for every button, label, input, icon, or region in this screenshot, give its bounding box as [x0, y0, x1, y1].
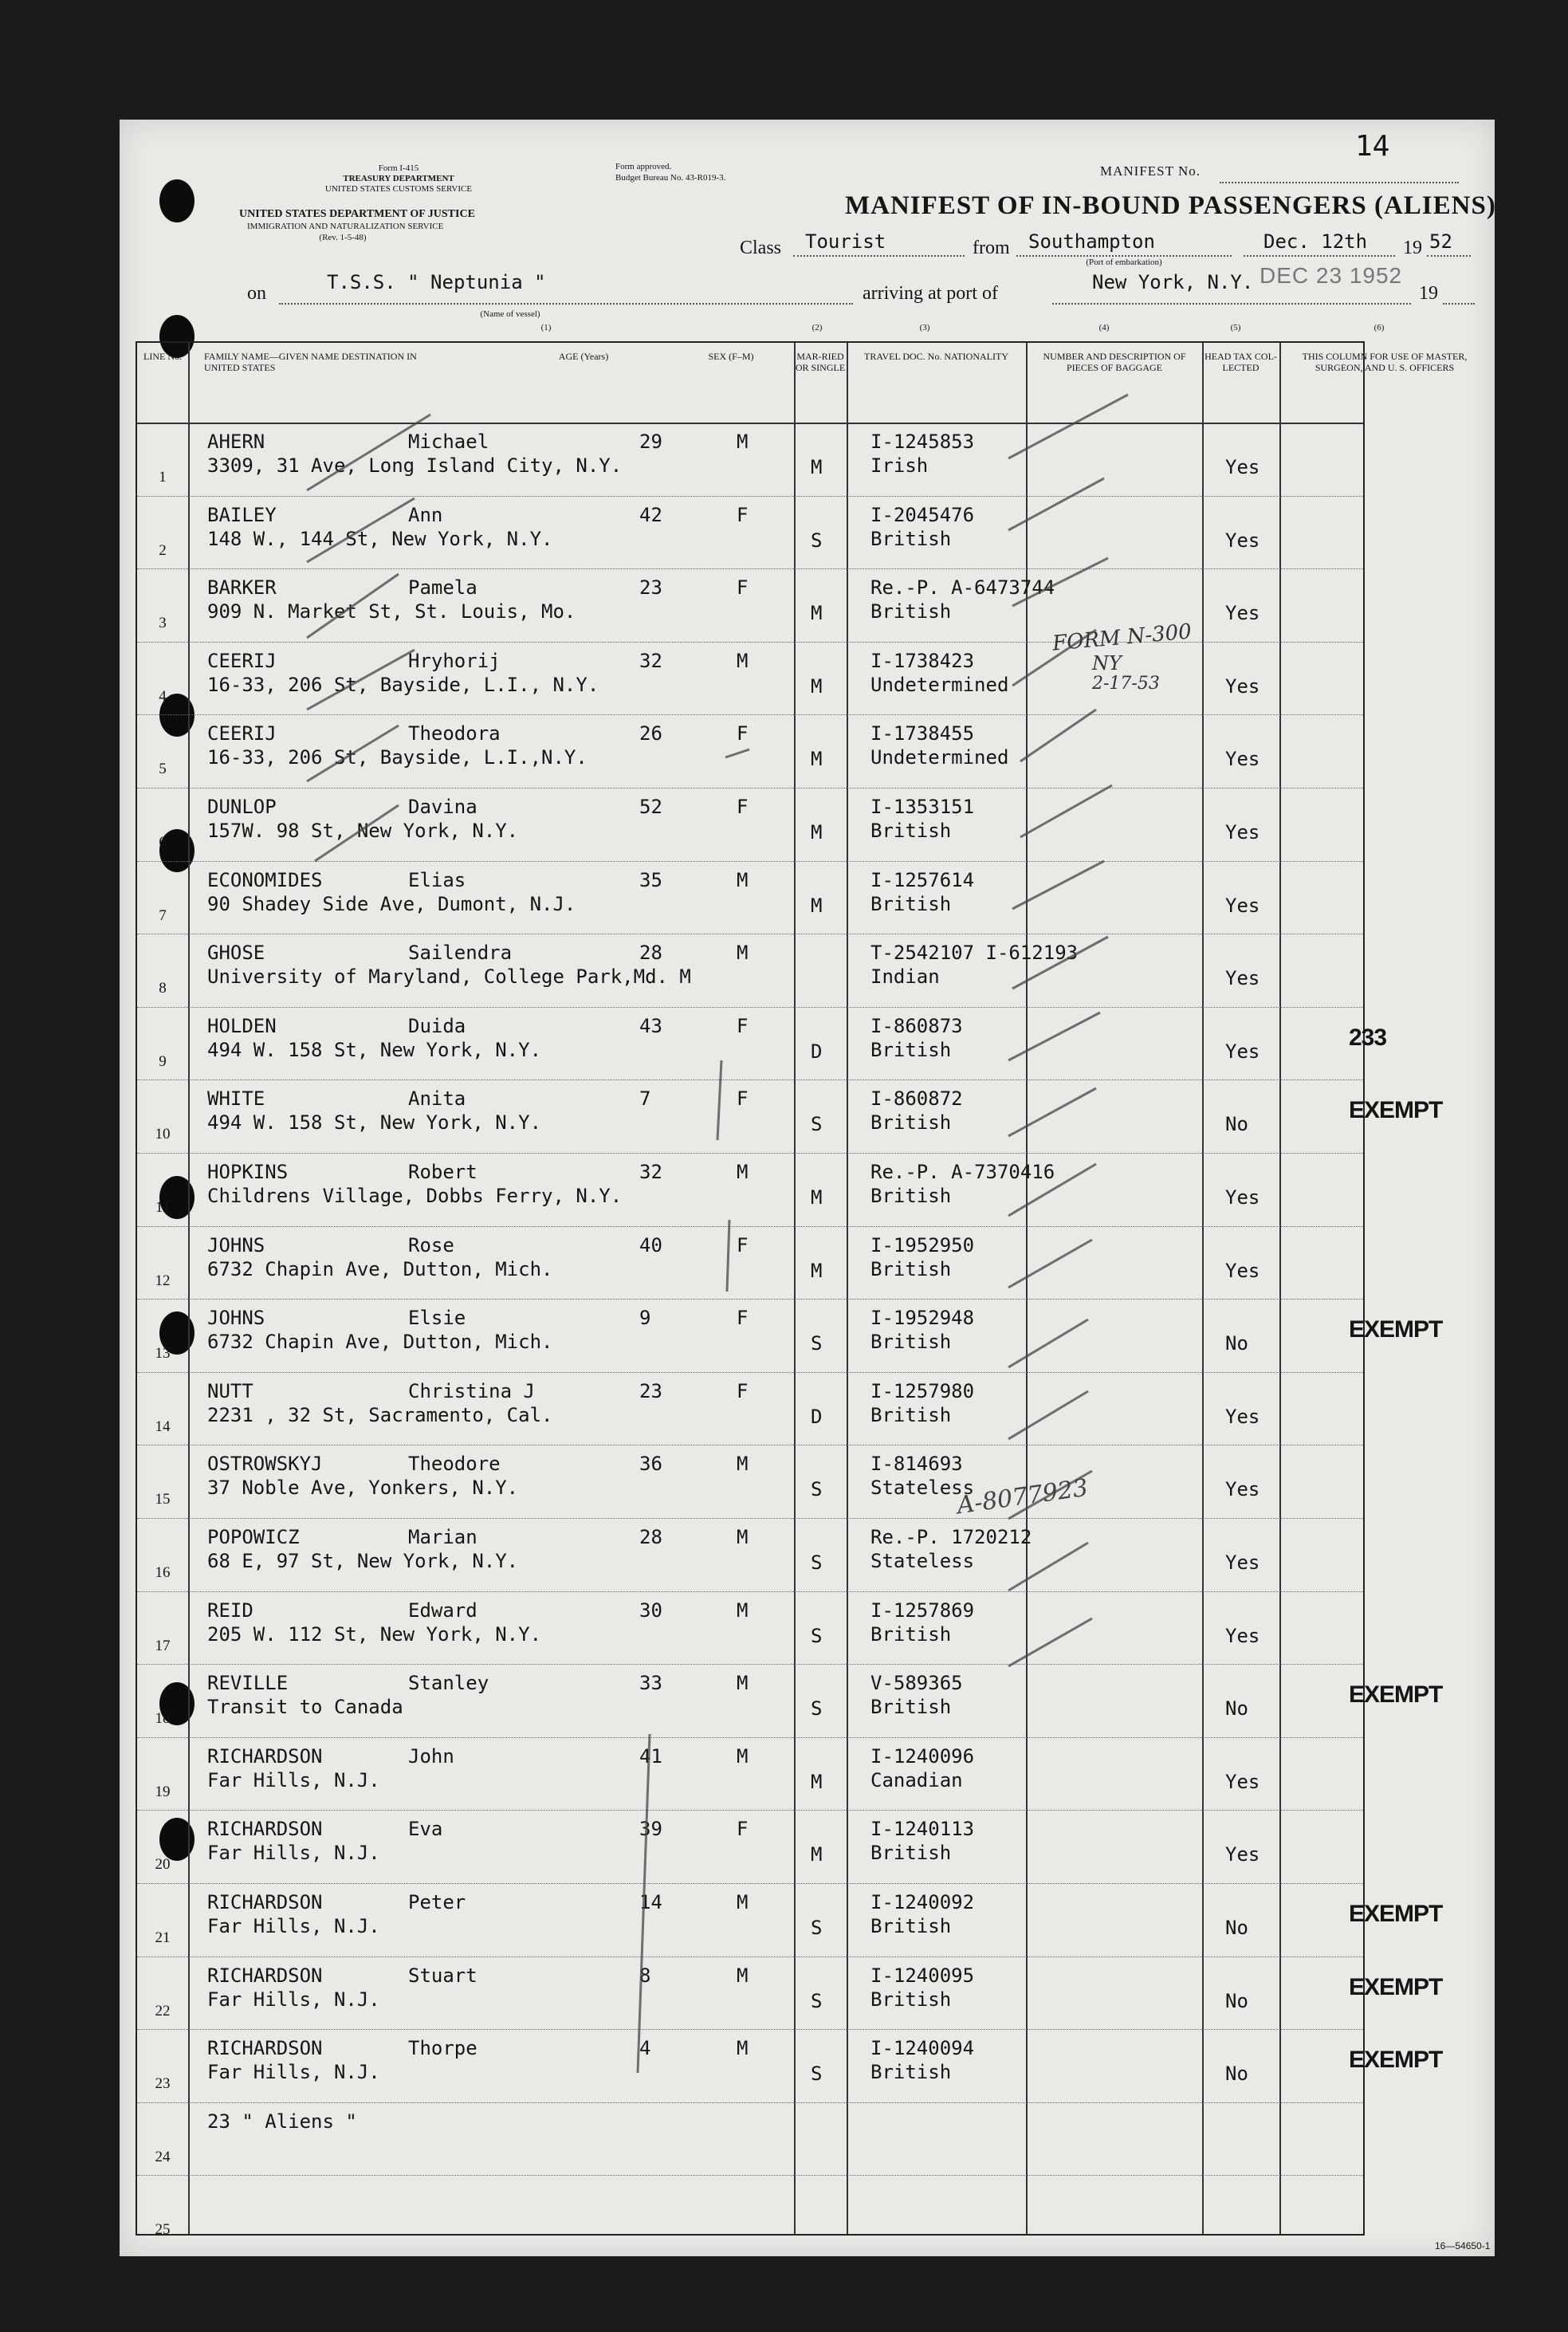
passenger-family-name: RICHARDSON [207, 2037, 323, 2060]
travel-doc-number: I-860873 [870, 1014, 963, 1037]
line-number: 8 [159, 980, 167, 997]
passenger-sex: M [737, 1891, 749, 1913]
col-header-travel-doc: TRAVEL DOC. No. NATIONALITY [864, 351, 1008, 362]
passenger-marital-status: M [811, 821, 823, 844]
passenger-sex: F [737, 503, 749, 526]
passenger-marital-status: S [811, 1478, 823, 1501]
passenger-given-name: Ann [408, 503, 443, 526]
passenger-sex: F [737, 1379, 749, 1402]
travel-doc-number: V-589365 [870, 1672, 963, 1695]
passenger-destination: Far Hills, N.J. [207, 1768, 380, 1791]
passenger-age: 36 [639, 1453, 662, 1476]
passenger-sex: M [737, 2037, 749, 2060]
passenger-destination: University of Maryland, College Park,Md. M [207, 965, 691, 989]
passenger-sex: F [737, 1818, 749, 1841]
travel-doc-number: T-2542107 I-612193 [870, 942, 1079, 965]
line-number: 10 [155, 1126, 171, 1143]
travel-doc-number: Re.-P. A-6473744 [870, 576, 1055, 600]
passenger-destination: 6732 Chapin Ave, Dutton, Mich. [207, 1331, 553, 1354]
passenger-age: 23 [639, 1379, 662, 1402]
passenger-family-name: POPOWICZ [207, 1526, 300, 1548]
col-header-officers: THIS COLUMN FOR USE OF MASTER, SURGEON, AND U. S. OFFICERS [1302, 351, 1468, 373]
footer-form-code: 16—54650-1 [1435, 2240, 1491, 2251]
passenger-nationality: British [870, 1622, 952, 1646]
passenger-marital-status: M [811, 748, 823, 771]
passenger-given-name: Sailendra [408, 942, 513, 965]
line-number: 18 [155, 1710, 171, 1728]
line-number: 22 [155, 2002, 171, 2019]
class-value: Tourist [805, 230, 886, 253]
passenger-nationality: British [870, 1696, 952, 1719]
passenger-age: 42 [639, 503, 662, 526]
passenger-family-name: CEERIJ [207, 649, 277, 672]
head-tax-collected: Yes [1225, 894, 1260, 917]
passenger-given-name: Peter [408, 1891, 466, 1913]
passenger-sex: M [737, 1599, 749, 1622]
passenger-marital-status: M [811, 1259, 823, 1282]
head-tax-collected: Yes [1225, 821, 1260, 844]
passenger-marital-status: S [811, 2063, 823, 2086]
col-header-married: MAR-RIED OR SINGLE [795, 351, 846, 373]
passenger-marital-status: S [811, 1332, 823, 1355]
travel-doc-number: I-1257614 [870, 868, 975, 891]
line-number: 14 [155, 1418, 171, 1435]
form-approved: Form approved. [615, 162, 672, 171]
travel-doc-number: I-1353151 [870, 796, 975, 818]
passenger-destination: Far Hills, N.J. [207, 1842, 380, 1865]
ny-annotation: NY [1092, 652, 1122, 674]
passenger-sex: M [737, 1744, 749, 1768]
passenger-destination: 494 W. 158 St, New York, N.Y. [207, 1038, 542, 1061]
manifest-label: MANIFEST No. [1100, 163, 1201, 179]
passenger-nationality: British [870, 1403, 952, 1426]
passenger-destination: Far Hills, N.J. [207, 1915, 380, 1937]
passenger-destination: 157W. 98 St, New York, N.Y. [207, 820, 519, 842]
passenger-nationality: British [870, 1038, 952, 1061]
passenger-nationality: Canadian [870, 1768, 963, 1791]
passenger-age: 32 [639, 1161, 662, 1183]
passenger-marital-status: S [811, 1113, 823, 1136]
passenger-nationality: British [870, 820, 952, 842]
line-number: 16 [155, 1564, 171, 1581]
passenger-given-name: Michael [408, 431, 489, 453]
officer-note: EXEMPT [1349, 1901, 1443, 1927]
travel-doc-number: Re.-P. A-7370416 [870, 1161, 1055, 1183]
passenger-age: 52 [639, 796, 662, 818]
passenger-given-name: Elias [408, 868, 466, 891]
passenger-family-name: HOLDEN [207, 1014, 277, 1037]
passenger-family-name: DUNLOP [207, 796, 277, 818]
passenger-nationality: British [870, 527, 952, 550]
passenger-nationality: British [870, 1257, 952, 1280]
head-tax-collected: Yes [1225, 1405, 1260, 1428]
passenger-sex: M [737, 431, 749, 453]
passenger-family-name: BARKER [207, 576, 277, 600]
officer-note: EXEMPT [1349, 1097, 1443, 1124]
passenger-age: 43 [639, 1014, 662, 1037]
year-prefix: 19 [1403, 238, 1422, 258]
passenger-age: 14 [639, 1891, 662, 1913]
travel-doc-number: Re.-P. 1720212 [870, 1526, 1032, 1548]
passenger-age: 39 [639, 1818, 662, 1841]
passenger-marital-status: S [811, 1624, 823, 1647]
passenger-marital-status: M [811, 602, 823, 625]
passenger-destination: 37 Noble Ave, Yonkers, N.Y. [207, 1477, 519, 1500]
justice-department: UNITED STATES DEPARTMENT OF JUSTICE [239, 208, 475, 220]
passenger-age: 30 [639, 1599, 662, 1622]
port-embarkation-label: (Port of embarkation) [1086, 258, 1162, 267]
from-label: from [973, 238, 1010, 258]
passenger-family-name: RICHARDSON [207, 1891, 323, 1913]
date-annotation: 2-17-53 [1092, 674, 1160, 694]
passenger-nationality: British [870, 1185, 952, 1207]
passenger-given-name: Stuart [408, 1964, 477, 1987]
passenger-nationality: British [870, 1915, 952, 1937]
head-tax-collected: Yes [1225, 529, 1260, 552]
line-number: 17 [155, 1637, 171, 1654]
passenger-given-name: Duida [408, 1014, 466, 1037]
passenger-destination: 3309, 31 Ave, Long Island City, N.Y. [207, 454, 623, 477]
passenger-marital-status: S [811, 529, 823, 552]
passenger-age: 41 [639, 1744, 662, 1768]
arriving-label: arriving at port of [863, 283, 998, 304]
travel-doc-number: I-1240094 [870, 2037, 975, 2060]
passenger-sex: M [737, 1161, 749, 1183]
passenger-given-name: Stanley [408, 1672, 489, 1695]
head-tax-collected: Yes [1225, 602, 1260, 625]
passenger-given-name: Anita [408, 1087, 466, 1111]
head-tax-collected: Yes [1225, 674, 1260, 698]
revision-date: (Rev. 1-5-48) [319, 233, 367, 242]
arrival-port: New York, N.Y. [1092, 271, 1254, 293]
passenger-sex: F [737, 1233, 749, 1256]
passenger-age: 40 [639, 1233, 662, 1256]
passenger-given-name: Christina J [408, 1379, 535, 1402]
line-number: 19 [155, 1783, 171, 1800]
col-header-name: FAMILY NAME—GIVEN NAME DESTINATION IN UNITED STATES [204, 351, 417, 373]
line-number: 15 [155, 1491, 171, 1508]
passenger-family-name: REID [207, 1599, 253, 1622]
line-number: 11 [155, 1199, 171, 1216]
passenger-family-name: AHERN [207, 431, 265, 453]
passenger-given-name: Hryhorij [408, 649, 501, 672]
col-header-line: LINE No. [143, 351, 182, 362]
passenger-nationality: British [870, 1111, 952, 1135]
head-tax-collected: No [1225, 1332, 1248, 1355]
passenger-family-name: WHITE [207, 1087, 265, 1111]
passenger-given-name: Theodora [408, 722, 501, 745]
travel-doc-number: I-1240096 [870, 1744, 975, 1768]
travel-doc-number: I-1952948 [870, 1307, 975, 1330]
line-number: 23 [155, 2075, 171, 2093]
passenger-nationality: British [870, 1988, 952, 2011]
officer-note: EXEMPT [1349, 1973, 1443, 2000]
passenger-family-name: RICHARDSON [207, 1818, 323, 1841]
passenger-nationality: British [870, 1331, 952, 1354]
travel-doc-number: I-1240095 [870, 1964, 975, 1987]
page-title: MANIFEST OF IN-BOUND PASSENGERS (ALIENS) [845, 191, 1496, 220]
passenger-family-name: JOHNS [207, 1307, 265, 1330]
passenger-given-name: Edward [408, 1599, 477, 1622]
manifest-number: 14 [1355, 130, 1390, 163]
passenger-age: 28 [639, 942, 662, 965]
on-label: on [247, 283, 266, 304]
travel-doc-number: I-1240092 [870, 1891, 975, 1913]
column-number-6: (6) [1373, 323, 1385, 332]
passenger-given-name: Eva [408, 1818, 443, 1841]
passenger-destination: Far Hills, N.J. [207, 1988, 380, 2011]
passenger-nationality: British [870, 600, 952, 623]
line-number: 20 [155, 1856, 171, 1874]
passenger-family-name: ECONOMIDES [207, 868, 323, 891]
passenger-marital-status: S [811, 1551, 823, 1574]
passenger-given-name: Pamela [408, 576, 477, 600]
passenger-marital-status: D [811, 1040, 823, 1063]
date-value: Dec. 12th [1263, 230, 1368, 253]
passenger-marital-status: M [811, 456, 823, 478]
passenger-nationality: Undetermined [870, 746, 1009, 769]
passenger-given-name: Thorpe [408, 2037, 477, 2060]
alien-number-annotation: A-8077923 [955, 1473, 1091, 1520]
passenger-family-name: CEERIJ [207, 722, 277, 745]
passenger-age: 26 [639, 722, 662, 745]
passenger-sex: M [737, 942, 749, 965]
passenger-marital-status: M [811, 894, 823, 917]
passenger-destination: 16-33, 206 St, Bayside, L.I., N.Y. [207, 673, 599, 696]
head-tax-collected: Yes [1225, 1186, 1260, 1209]
head-tax-collected: Yes [1225, 1259, 1260, 1282]
travel-doc-number: I-1245853 [870, 431, 975, 453]
passenger-family-name: NUTT [207, 1379, 253, 1402]
head-tax-collected: Yes [1225, 748, 1260, 771]
passenger-nationality: Irish [870, 454, 929, 477]
passenger-family-name: GHOSE [207, 942, 265, 965]
passenger-age: 7 [639, 1087, 651, 1111]
vessel-name: T.S.S. " Neptunia " [327, 271, 546, 293]
passenger-destination: 148 W., 144 St, New York, N.Y. [207, 527, 553, 550]
passenger-destination: 68 E, 97 St, New York, N.Y. [207, 1550, 519, 1572]
arrival-date-stamp: DEC 23 1952 [1260, 263, 1403, 288]
travel-doc-number: I-1257869 [870, 1599, 975, 1622]
line-number: 25 [155, 2221, 171, 2239]
passenger-marital-status: M [811, 1843, 823, 1866]
column-number-4: (4) [1098, 323, 1110, 332]
passenger-sex: F [737, 796, 749, 818]
passenger-marital-status: S [811, 1989, 823, 2012]
passenger-age: 23 [639, 576, 662, 600]
passenger-sex: F [737, 722, 749, 745]
passenger-given-name: Theodore [408, 1453, 501, 1476]
passenger-age: 32 [639, 649, 662, 672]
line-number: 7 [159, 906, 167, 924]
class-label: Class [740, 238, 782, 258]
passenger-nationality: British [870, 2061, 952, 2084]
passenger-family-name: RICHARDSON [207, 1964, 323, 1987]
passenger-destination: Far Hills, N.J. [207, 2061, 380, 2084]
passenger-destination: Childrens Village, Dobbs Ferry, N.Y. [207, 1185, 623, 1207]
passenger-nationality: Indian [870, 965, 940, 989]
head-tax-collected: Yes [1225, 1624, 1260, 1647]
head-tax-collected: No [1225, 1697, 1248, 1720]
line-number: 5 [159, 761, 167, 778]
line-number: 6 [159, 834, 167, 851]
column-number-3: (3) [919, 323, 930, 332]
travel-doc-number: I-2045476 [870, 503, 975, 526]
ins-service: IMMIGRATION AND NATURALIZATION SERVICE [247, 222, 444, 231]
travel-doc-number: I-814693 [870, 1453, 963, 1476]
line-number: 9 [159, 1052, 167, 1070]
column-number-5: (5) [1230, 323, 1241, 332]
line-number: 3 [159, 615, 167, 632]
customs-service: UNITED STATES CUSTOMS SERVICE [324, 184, 473, 194]
arrival-year-prefix: 19 [1419, 283, 1438, 304]
passenger-sex: M [737, 1453, 749, 1476]
head-tax-collected: Yes [1225, 967, 1260, 990]
col-header-age: AGE (Years) [558, 351, 609, 362]
col-header-baggage: NUMBER AND DESCRIPTION OF PIECES OF BAGGAGE [1043, 351, 1186, 373]
head-tax-collected: No [1225, 1917, 1248, 1939]
col-header-head-tax: HEAD TAX COL-LECTED [1204, 351, 1277, 373]
column-number-1: (1) [540, 323, 552, 332]
passenger-destination: 16-33, 206 St, Bayside, L.I.,N.Y. [207, 746, 588, 769]
passenger-marital-status: M [811, 1770, 823, 1793]
passenger-destination: 90 Shadey Side Ave, Dumont, N.J. [207, 892, 576, 915]
passenger-sex: F [737, 576, 749, 600]
passenger-given-name: Elsie [408, 1307, 466, 1330]
passenger-age: 28 [639, 1526, 662, 1548]
line-number: 2 [159, 541, 167, 559]
form-number: Form I-415 [378, 163, 419, 173]
line-number: 1 [159, 469, 167, 486]
passenger-marital-status: M [811, 674, 823, 698]
treasury-department: TREASURY DEPARTMENT [343, 174, 454, 183]
passenger-sex: M [737, 649, 749, 672]
passenger-family-name: RICHARDSON [207, 1744, 323, 1768]
travel-doc-number: I-1738455 [870, 722, 975, 745]
passenger-nationality: Stateless [870, 1477, 975, 1500]
column-number-2: (2) [812, 323, 823, 332]
passenger-given-name: Davina [408, 796, 477, 818]
travel-doc-number: I-860872 [870, 1087, 963, 1111]
head-tax-collected: No [1225, 1989, 1248, 2012]
passenger-nationality: British [870, 1842, 952, 1865]
passenger-age: 9 [639, 1307, 651, 1330]
head-tax-collected: Yes [1225, 1843, 1260, 1866]
passenger-destination: Transit to Canada [207, 1696, 403, 1719]
head-tax-collected: No [1225, 2063, 1248, 2086]
line-number: 13 [155, 1345, 171, 1363]
head-tax-collected: No [1225, 1113, 1248, 1136]
travel-doc-number: I-1738423 [870, 649, 975, 672]
passenger-age: 4 [639, 2037, 651, 2060]
line-number: 4 [159, 687, 167, 705]
passenger-sex: M [737, 868, 749, 891]
vessel-name-label: (Name of vessel) [480, 309, 540, 319]
passenger-marital-status: S [811, 1697, 823, 1720]
officer-note: 233 [1349, 1024, 1387, 1051]
officer-note: EXEMPT [1349, 2047, 1443, 2074]
head-tax-collected: Yes [1225, 1478, 1260, 1501]
passenger-nationality: Undetermined [870, 673, 1009, 696]
passenger-family-name: BAILEY [207, 503, 277, 526]
budget-bureau: Budget Bureau No. 43-R019-3. [615, 173, 726, 183]
passenger-family-name: REVILLE [207, 1672, 289, 1695]
passenger-sex: F [737, 1307, 749, 1330]
officer-note: EXEMPT [1349, 1681, 1443, 1709]
passenger-marital-status: S [811, 1917, 823, 1939]
passenger-age: 33 [639, 1672, 662, 1695]
passenger-sex: M [737, 1964, 749, 1987]
travel-doc-number: I-1257980 [870, 1379, 975, 1402]
passenger-sex: F [737, 1087, 749, 1111]
passenger-destination: 6732 Chapin Ave, Dutton, Mich. [207, 1257, 553, 1280]
passenger-family-name: JOHNS [207, 1233, 265, 1256]
passenger-destination: 205 W. 112 St, New York, N.Y. [207, 1622, 542, 1646]
travel-doc-number: I-1952950 [870, 1233, 975, 1256]
passenger-destination: 909 N. Market St, St. Louis, Mo. [207, 600, 576, 623]
from-value: Southampton [1028, 230, 1155, 253]
head-tax-collected: Yes [1225, 1551, 1260, 1574]
passenger-marital-status: M [811, 1186, 823, 1209]
line-number: 12 [155, 1272, 171, 1289]
passenger-given-name: Rose [408, 1233, 454, 1256]
head-tax-collected: Yes [1225, 456, 1260, 478]
passenger-nationality: British [870, 892, 952, 915]
passenger-given-name: Robert [408, 1161, 477, 1183]
passenger-destination: 2231 , 32 St, Sacramento, Cal. [207, 1403, 553, 1426]
passenger-age: 35 [639, 868, 662, 891]
passenger-sex: M [737, 1672, 749, 1695]
passenger-given-name: Marian [408, 1526, 477, 1548]
passenger-family-name: HOPKINS [207, 1161, 289, 1183]
year-value: 52 [1429, 230, 1452, 253]
passenger-marital-status: D [811, 1405, 823, 1428]
col-header-sex: SEX (F–M) [708, 351, 754, 362]
form-n300-annotation: FORM N-300 [1051, 619, 1193, 656]
head-tax-collected: Yes [1225, 1770, 1260, 1793]
line-number: 24 [155, 2148, 171, 2165]
passenger-destination: 494 W. 158 St, New York, N.Y. [207, 1111, 542, 1135]
head-tax-collected: Yes [1225, 1040, 1260, 1063]
passenger-age: 29 [639, 431, 662, 453]
passenger-age: 8 [639, 1964, 651, 1987]
passenger-family-name: 23 " Aliens " [207, 2110, 357, 2133]
line-number: 21 [155, 1929, 171, 1946]
passenger-sex: M [737, 1526, 749, 1548]
passenger-given-name: John [408, 1744, 454, 1768]
passenger-family-name: OSTROWSKYJ [207, 1453, 323, 1476]
passenger-sex: F [737, 1014, 749, 1037]
travel-doc-number: I-1240113 [870, 1818, 975, 1841]
passenger-nationality: Stateless [870, 1550, 975, 1572]
officer-note: EXEMPT [1349, 1316, 1443, 1343]
